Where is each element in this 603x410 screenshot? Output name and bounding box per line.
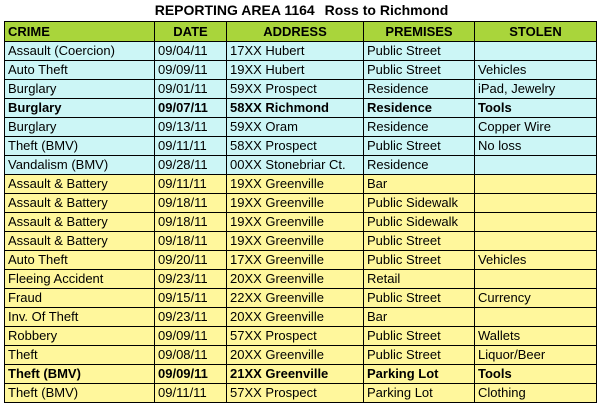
cell-premises: Residence (364, 99, 475, 118)
cell-premises: Public Street (364, 61, 475, 80)
column-header-date: DATE (155, 22, 227, 42)
cell-date: 09/01/11 (155, 80, 227, 99)
cell-premises: Public Street (364, 327, 475, 346)
table-row (5, 384, 597, 403)
table-row (5, 327, 597, 346)
cell-stolen: Vehicles (475, 251, 597, 270)
cell-stolen: Currency (475, 289, 597, 308)
cell-crime: Assault & Battery (5, 232, 155, 251)
cell-stolen: Tools (475, 99, 597, 118)
header-row (5, 22, 597, 42)
cell-stolen: No loss (475, 137, 597, 156)
cell-date: 09/07/11 (155, 99, 227, 118)
cell-stolen (475, 194, 597, 213)
table-row (5, 346, 597, 365)
cell-stolen: Copper Wire (475, 118, 597, 137)
cell-crime: Assault (Coercion) (5, 42, 155, 61)
cell-premises: Parking Lot (364, 365, 475, 384)
cell-date: 09/08/11 (155, 346, 227, 365)
cell-stolen: Wallets (475, 327, 597, 346)
cell-stolen: Liquor/Beer (475, 346, 597, 365)
table-row (5, 251, 597, 270)
cell-stolen (475, 308, 597, 327)
table-row (5, 137, 597, 156)
cell-crime: Assault & Battery (5, 194, 155, 213)
table-row (5, 289, 597, 308)
table-header (5, 22, 597, 42)
table-row (5, 175, 597, 194)
table-row (5, 99, 597, 118)
cell-premises: Residence (364, 118, 475, 137)
cell-date: 09/09/11 (155, 365, 227, 384)
cell-address: 17XX Greenville (227, 251, 364, 270)
cell-date: 09/18/11 (155, 232, 227, 251)
cell-date: 09/18/11 (155, 194, 227, 213)
cell-premises: Parking Lot (364, 384, 475, 403)
cell-crime: Fraud (5, 289, 155, 308)
cell-crime: Theft (5, 346, 155, 365)
table-row (5, 61, 597, 80)
report-subtitle: Ross to Richmond (324, 2, 449, 18)
table-row (5, 42, 597, 61)
cell-crime: Burglary (5, 99, 155, 118)
cell-date: 09/15/11 (155, 289, 227, 308)
cell-date: 09/04/11 (155, 42, 227, 61)
cell-stolen (475, 156, 597, 175)
cell-address: 19XX Greenville (227, 232, 364, 251)
cell-address: 57XX Prospect (227, 384, 364, 403)
cell-date: 09/23/11 (155, 270, 227, 289)
cell-crime: Vandalism (BMV) (5, 156, 155, 175)
cell-stolen: Vehicles (475, 61, 597, 80)
cell-stolen (475, 232, 597, 251)
cell-address: 20XX Greenville (227, 308, 364, 327)
cell-crime: Theft (BMV) (5, 384, 155, 403)
table-row (5, 308, 597, 327)
cell-stolen (475, 42, 597, 61)
cell-stolen: iPad, Jewelry (475, 80, 597, 99)
report-title-text: REPORTING AREA 1164 (154, 2, 315, 18)
cell-address: 20XX Greenville (227, 346, 364, 365)
column-header-crime: CRIME (5, 22, 155, 42)
cell-crime: Theft (BMV) (5, 137, 155, 156)
cell-stolen: Tools (475, 365, 597, 384)
cell-stolen: Clothing (475, 384, 597, 403)
cell-address: 20XX Greenville (227, 270, 364, 289)
cell-crime: Burglary (5, 118, 155, 137)
column-header-premises: PREMISES (364, 22, 475, 42)
cell-premises: Bar (364, 175, 475, 194)
table-row (5, 194, 597, 213)
cell-crime: Burglary (5, 80, 155, 99)
table-row (5, 156, 597, 175)
cell-stolen (475, 270, 597, 289)
table-row (5, 80, 597, 99)
cell-crime: Assault & Battery (5, 213, 155, 232)
table-body (5, 42, 597, 403)
cell-date: 09/13/11 (155, 118, 227, 137)
column-header-address: ADDRESS (227, 22, 364, 42)
cell-address: 19XX Greenville (227, 213, 364, 232)
cell-crime: Theft (BMV) (5, 365, 155, 384)
cell-premises: Public Street (364, 251, 475, 270)
table-row (5, 270, 597, 289)
table-row (5, 365, 597, 384)
cell-crime: Inv. Of Theft (5, 308, 155, 327)
crime-table (4, 21, 597, 403)
cell-crime: Auto Theft (5, 251, 155, 270)
cell-stolen (475, 213, 597, 232)
cell-crime: Assault & Battery (5, 175, 155, 194)
cell-premises: Public Street (364, 346, 475, 365)
cell-date: 09/11/11 (155, 137, 227, 156)
cell-date: 09/09/11 (155, 61, 227, 80)
cell-address: 58XX Prospect (227, 137, 364, 156)
cell-crime: Robbery (5, 327, 155, 346)
cell-premises: Bar (364, 308, 475, 327)
cell-premises: Public Street (364, 42, 475, 61)
table-row (5, 118, 597, 137)
cell-premises: Public Sidewalk (364, 194, 475, 213)
cell-premises: Retail (364, 270, 475, 289)
cell-premises: Public Street (364, 137, 475, 156)
cell-address: 19XX Greenville (227, 194, 364, 213)
cell-premises: Public Street (364, 232, 475, 251)
cell-date: 09/28/11 (155, 156, 227, 175)
cell-premises: Residence (364, 80, 475, 99)
cell-stolen (475, 175, 597, 194)
cell-date: 09/09/11 (155, 327, 227, 346)
cell-address: 21XX Greenville (227, 365, 364, 384)
cell-date: 09/11/11 (155, 384, 227, 403)
column-header-stolen: STOLEN (475, 22, 597, 42)
cell-premises: Public Street (364, 289, 475, 308)
cell-address: 17XX Hubert (227, 42, 364, 61)
cell-crime: Auto Theft (5, 61, 155, 80)
cell-address: 58XX Richmond (227, 99, 364, 118)
cell-date: 09/11/11 (155, 175, 227, 194)
cell-premises: Residence (364, 156, 475, 175)
cell-address: 19XX Hubert (227, 61, 364, 80)
report-title (0, 2, 603, 18)
cell-address: 00XX Stonebriar Ct. (227, 156, 364, 175)
cell-date: 09/20/11 (155, 251, 227, 270)
cell-address: 59XX Prospect (227, 80, 364, 99)
cell-address: 19XX Greenville (227, 175, 364, 194)
cell-crime: Fleeing Accident (5, 270, 155, 289)
cell-date: 09/23/11 (155, 308, 227, 327)
cell-address: 57XX Prospect (227, 327, 364, 346)
cell-date: 09/18/11 (155, 213, 227, 232)
cell-address: 22XX Greenville (227, 289, 364, 308)
table-row (5, 213, 597, 232)
cell-address: 59XX Oram (227, 118, 364, 137)
cell-premises: Public Sidewalk (364, 213, 475, 232)
table-row (5, 232, 597, 251)
